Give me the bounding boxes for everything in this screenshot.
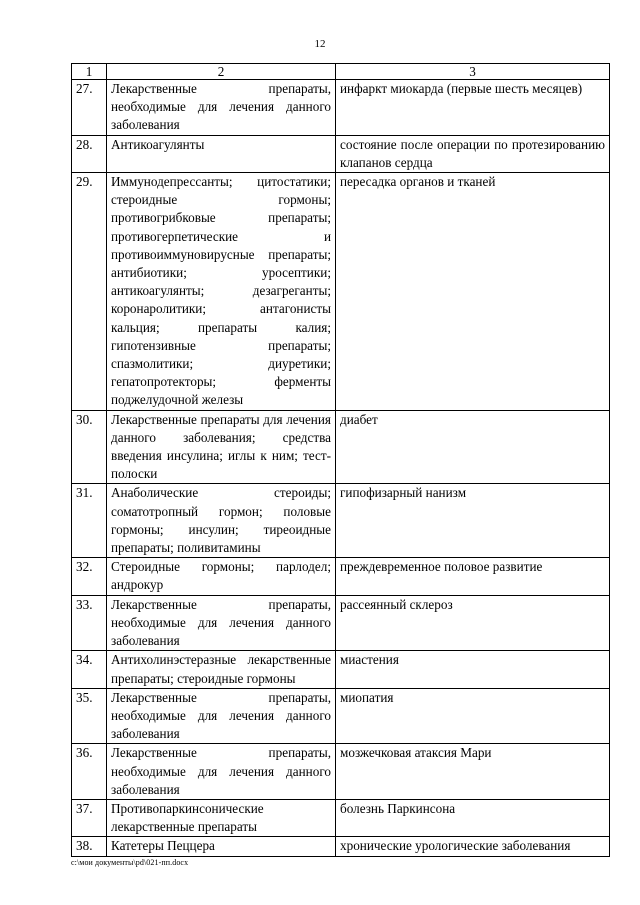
drugs-cell: Анаболические стероиды; соматотропный гормон; половые гормоны; инсулин; тиреоидные препараты; поливитамины (107, 484, 336, 558)
drugs-cell: Стероидные гормоны; парлодел; андрокур (107, 558, 336, 595)
condition-cell: миастения (336, 651, 610, 688)
row-number: 33. (72, 595, 107, 651)
table-row (72, 135, 610, 172)
row-number: 27. (72, 80, 107, 136)
condition-cell: инфаркт миокарда (первые шесть месяцев) (336, 80, 610, 136)
table-row (72, 595, 610, 651)
table-row (72, 410, 610, 484)
drugs-cell: Лекарственные препараты, необходимые для лечения данного заболевания (107, 595, 336, 651)
table-row (72, 688, 610, 744)
drugs-cell: Лекарственные препараты, необходимые для лечения данного заболевания (107, 80, 336, 136)
condition-cell: мозжечковая атаксия Мари (336, 744, 610, 800)
table-row (72, 744, 610, 800)
condition-cell: гипофизарный нанизм (336, 484, 610, 558)
row-number: 38. (72, 837, 107, 856)
row-number: 31. (72, 484, 107, 558)
condition-cell: диабет (336, 410, 610, 484)
condition-cell: хронические урологические заболевания (336, 837, 610, 856)
footer-file-path: c:\мои документы\pd\021-пп.docx (71, 858, 189, 867)
row-number: 30. (72, 410, 107, 484)
table-row (72, 558, 610, 595)
medication-table (71, 63, 610, 857)
row-number: 32. (72, 558, 107, 595)
table-row (72, 80, 610, 136)
column-header-2: 2 (107, 64, 336, 80)
table-row (72, 651, 610, 688)
drugs-cell: Иммунодепрессанты; цитостатики; стероидные гормоны; противогрибковые препараты; противогерпетические и противоиммуновирусные препараты; антибиотики; уросептики; антикоагулянты; дезагреганты; коронаролитики; антагонисты кальция; препараты калия; гипотензивные препараты; спазмолитики; диуретики; гепатопротекторы; ферменты поджелудочной железы (107, 173, 336, 411)
condition-cell: миопатия (336, 688, 610, 744)
table-row (72, 484, 610, 558)
drugs-cell: Противопаркинсонические лекарственные препараты (107, 799, 336, 836)
table-row (72, 173, 610, 411)
drugs-cell: Лекарственные препараты, необходимые для лечения данного заболевания (107, 688, 336, 744)
row-number: 36. (72, 744, 107, 800)
table-row (72, 799, 610, 836)
drugs-cell: Катетеры Пеццера (107, 837, 336, 856)
condition-cell: болезнь Паркинсона (336, 799, 610, 836)
drugs-cell: Лекарственные препараты, необходимые для лечения данного заболевания (107, 744, 336, 800)
condition-cell: состояние после операции по протезированию клапанов сердца (336, 135, 610, 172)
drugs-cell: Лекарственные препараты для лечения данного заболевания; средства введения инсулина; иглы к ним; тест-полоски (107, 410, 336, 484)
drugs-cell: Антикоагулянты (107, 135, 336, 172)
row-number: 35. (72, 688, 107, 744)
row-number: 37. (72, 799, 107, 836)
drugs-cell: Антихолинэстеразные лекарственные препараты; стероидные гормоны (107, 651, 336, 688)
table-header-row (72, 64, 610, 80)
row-number: 29. (72, 173, 107, 411)
condition-cell: рассеянный склероз (336, 595, 610, 651)
table-row (72, 837, 610, 856)
condition-cell: пересадка органов и тканей (336, 173, 610, 411)
column-header-3: 3 (336, 64, 610, 80)
page-number: 12 (314, 38, 326, 50)
condition-cell: преждевременное половое развитие (336, 558, 610, 595)
row-number: 28. (72, 135, 107, 172)
column-header-1: 1 (72, 64, 107, 80)
row-number: 34. (72, 651, 107, 688)
